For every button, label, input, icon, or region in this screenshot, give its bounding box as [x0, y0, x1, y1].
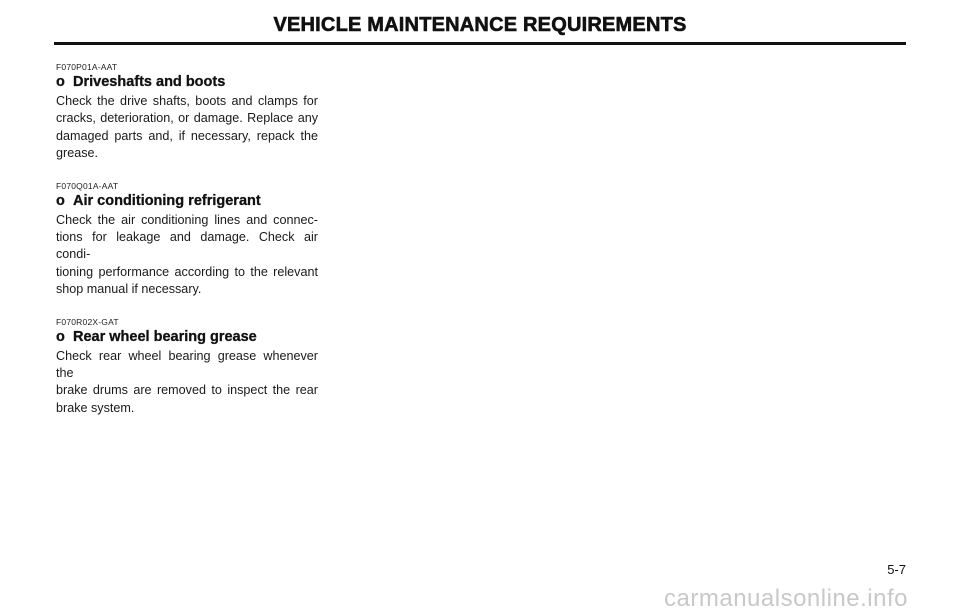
body-line: cracks, deterioration, or damage. Replace any: [56, 111, 318, 126]
section-heading: [56, 329, 318, 345]
section-body: [56, 93, 318, 163]
section-heading-text: Air conditioning refrigerant: [73, 192, 261, 209]
section-heading-text: Rear wheel bearing grease: [73, 328, 257, 345]
body-line: brake drums are removed to inspect the rear: [56, 383, 318, 398]
header-rule: [54, 42, 906, 45]
section-code: F070R02X-GAT: [56, 316, 119, 327]
section-heading: [56, 74, 318, 90]
body-line: tioning performance according to the relevant: [56, 264, 318, 279]
page-title: VEHICLE MAINTENANCE REQUIREMENTS: [273, 14, 687, 36]
body-line: Check rear wheel bearing grease whenever the: [56, 348, 318, 381]
body-line: brake system.: [56, 400, 135, 415]
section-heading-text: Driveshafts and boots: [73, 74, 226, 90]
body-line: Check the drive shafts, boots and clamps for: [56, 94, 318, 108]
section-code: F070P01A-AAT: [56, 62, 118, 72]
section-air-conditioning: [56, 181, 318, 299]
bullet-icon: o: [56, 192, 65, 209]
section-body: [56, 348, 318, 418]
watermark: carmanualsonline.info: [664, 585, 908, 612]
page-number: 5-7: [887, 562, 906, 577]
bullet-icon: o: [56, 74, 65, 90]
content-column: [56, 62, 318, 435]
bullet-icon: o: [56, 328, 65, 345]
page-header: [0, 14, 960, 37]
body-line: damaged parts and, if necessary, repack the: [56, 128, 318, 143]
body-line: tions for leakage and damage. Check air condi-: [56, 230, 318, 262]
section-code: F070Q01A-AAT: [56, 180, 119, 191]
section-body: [56, 212, 318, 299]
section-heading: [56, 193, 318, 209]
body-line: shop manual if necessary.: [56, 282, 202, 297]
body-line: grease.: [56, 146, 99, 161]
section-driveshafts: [56, 62, 318, 163]
section-rear-wheel-bearing: [56, 317, 318, 418]
body-line: Check the air conditioning lines and connec-: [56, 212, 318, 227]
